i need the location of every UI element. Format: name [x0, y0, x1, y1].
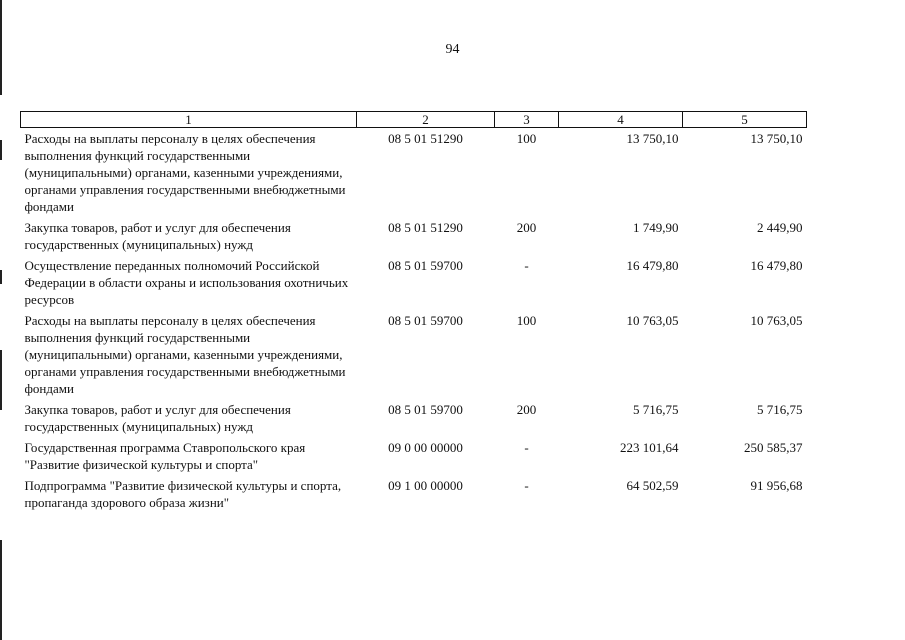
budget-table	[20, 111, 807, 513]
row-code-cell: 08 5 01 59700	[388, 402, 463, 417]
row-name-cell: Закупка товаров, работ и услуг для обеспечения государственных (муниципальных) нужд	[24, 402, 291, 434]
table-header-row	[21, 112, 807, 128]
row-code-cell: 08 5 01 59700	[388, 258, 463, 273]
row-name-cell: Закупка товаров, работ и услуг для обеспечения государственных (муниципальных) нужд	[24, 220, 291, 252]
scan-edge-mark	[0, 270, 2, 284]
row-code-cell: 08 5 01 51290	[388, 131, 463, 146]
column-header: 3	[495, 112, 559, 128]
row-name-cell: Подпрограмма "Развитие физической культуры и спорта, пропаганда здорового образа жизни"	[24, 478, 342, 510]
row-amount-col5: 5 716,75	[757, 402, 803, 417]
row-type-cell: -	[524, 440, 529, 455]
row-amount-col5: 2 449,90	[757, 220, 803, 235]
row-name-cell: Государственная программа Ставропольского края "Развитие физической культуры и спорта"	[24, 440, 306, 472]
scan-edge-mark	[0, 540, 2, 640]
table-row	[21, 437, 807, 475]
page-number: 94	[445, 42, 460, 57]
scan-edge-mark	[0, 350, 2, 410]
row-amount-col5: 10 763,05	[750, 313, 803, 328]
row-type-cell: 200	[516, 402, 537, 417]
column-header: 2	[357, 112, 495, 128]
column-header: 1	[21, 112, 357, 128]
row-amount-col4: 5 716,75	[633, 402, 679, 417]
scan-edge-mark	[0, 0, 2, 95]
row-name-cell: Расходы на выплаты персоналу в целях обеспечения выполнения функций государственными (муниципальными) органами, казенными учреждениями, органами управления государственными внебюджетными фондами	[24, 313, 346, 396]
table-row	[21, 399, 807, 437]
row-amount-col5: 13 750,10	[750, 131, 803, 146]
table-row	[21, 310, 807, 399]
scan-edge-mark	[0, 140, 2, 160]
table-row	[21, 128, 807, 218]
row-amount-col4: 223 101,64	[620, 440, 679, 455]
row-name-cell: Расходы на выплаты персоналу в целях обеспечения выполнения функций государственными (муниципальными) органами, казенными учреждениями, органами управления государственными внебюджетными фондами	[24, 131, 346, 214]
table-row	[21, 475, 807, 513]
row-type-cell: 100	[516, 313, 537, 328]
row-code-cell: 08 5 01 51290	[388, 220, 463, 235]
row-type-cell: 200	[516, 220, 537, 235]
column-header: 4	[559, 112, 683, 128]
row-amount-col4: 10 763,05	[626, 313, 679, 328]
row-amount-col4: 16 479,80	[626, 258, 679, 273]
row-amount-col5: 91 956,68	[750, 478, 803, 493]
row-type-cell: 100	[516, 131, 537, 146]
table-row	[21, 255, 807, 310]
row-amount-col4: 64 502,59	[626, 478, 679, 493]
column-header: 5	[683, 112, 807, 128]
table-row	[21, 217, 807, 255]
row-code-cell: 09 1 00 00000	[388, 478, 463, 493]
row-name-cell: Осуществление переданных полномочий Российской Федерации в области охраны и использования охотничьих ресурсов	[24, 258, 349, 307]
row-code-cell: 08 5 01 59700	[388, 313, 463, 328]
row-amount-col4: 13 750,10	[626, 131, 679, 146]
row-code-cell: 09 0 00 00000	[388, 440, 463, 455]
row-type-cell: -	[524, 478, 529, 493]
row-type-cell: -	[524, 258, 529, 273]
row-amount-col5: 250 585,37	[744, 440, 803, 455]
row-amount-col4: 1 749,90	[633, 220, 679, 235]
row-amount-col5: 16 479,80	[750, 258, 803, 273]
